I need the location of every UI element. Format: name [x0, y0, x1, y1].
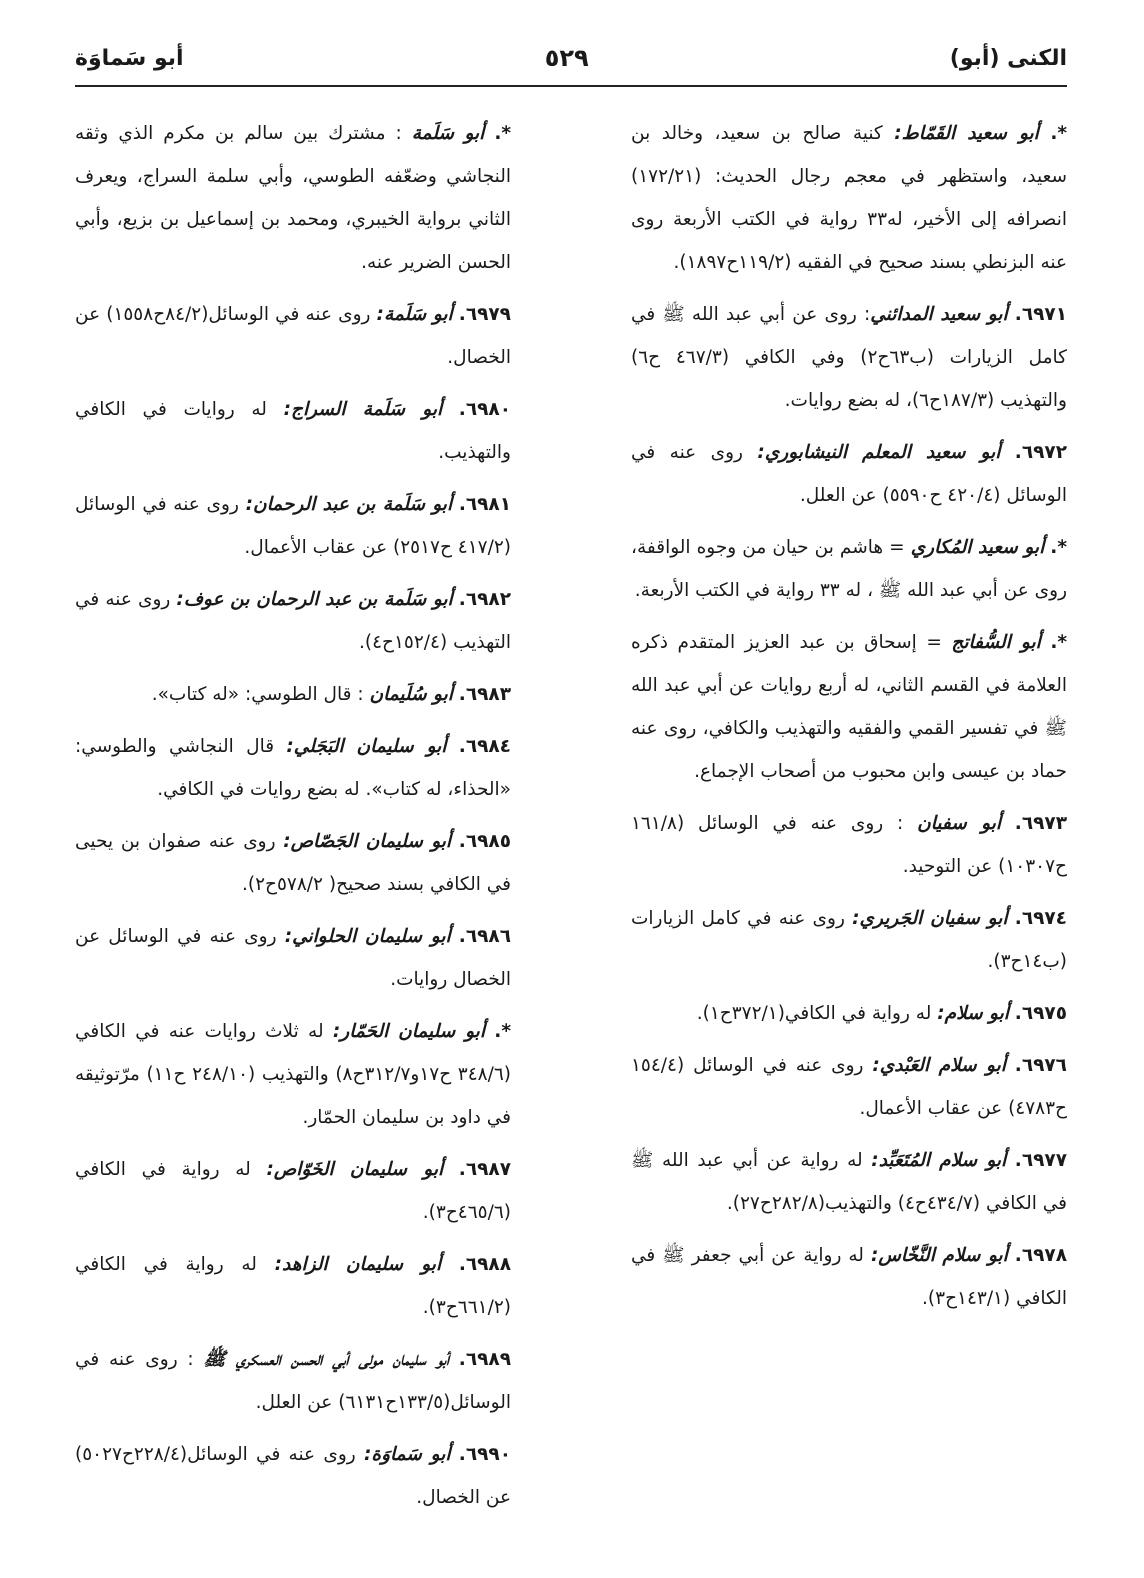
entry-name: أبو سعيد المدائني: [870, 304, 1008, 325]
entry-6979: [75, 293, 511, 379]
entry-body: روى عنه في الوسائل(٨٤/٢ح١٥٥٨) عن الخصال.: [75, 304, 511, 368]
entry-number: ٦٩٨٦.: [458, 926, 511, 947]
entry-body: : قال الطوسي: «له كتاب».: [151, 684, 370, 705]
entry-body: له روايات في الكافي والتهذيب.: [75, 399, 511, 463]
entry-body: قال النجاشي والطوسي: «الحذاء، له كتاب». له بضع روايات في الكافي.: [75, 736, 511, 800]
entry-number: ٦٩٨٥.: [458, 831, 511, 852]
entry-body: روى عنه في التهذيب (١٥٢/٤ح٤).: [75, 589, 511, 653]
running-title-right: الكنى (أبو): [949, 45, 1067, 71]
entry-number: ٦٩٩٠.: [458, 1444, 511, 1465]
entry-body: = هاشم بن حيان من وجوه الواقفة، روى عن أبي عبد الله ﷺ ، له ٣٣ رواية في الكتب الأربعة.: [631, 537, 1067, 601]
entry-number: ٦٩٧٣.: [1014, 813, 1067, 834]
right-column: [631, 112, 1067, 1329]
entry-number: ٦٩٨٩.: [458, 1349, 511, 1370]
entry-number: ٦٩٧٧.: [1014, 1150, 1067, 1171]
entry-name: أبو سَماوَة:: [363, 1444, 451, 1465]
entry-number: ٦٩٧٢.: [1014, 442, 1067, 463]
entry-name: أبو سَلَمة بن عبد الرحمان بن عوف:: [176, 589, 453, 610]
entry-body: روى عنه في الوسائل (١٥٤/٤ ح٤٧٨٣) عن عقاب الأعمال.: [631, 1055, 1067, 1119]
entry-name: أبو سليمان الزاهد:: [274, 1254, 442, 1275]
entry-body: : روى عن أبي عبد الله ﷺ في كامل الزيارات (ب٦٣ح٢) وفي الكافي (٤٦٧/٣ ح٦) والتهذيب (١٨٧/٣ح٦)، له بضع روايات.: [631, 304, 1067, 411]
entry-name: أبو سلام المُتَعَبِّد:: [871, 1150, 1007, 1171]
entry-body: له ثلاث روايات عنه في الكافي (٣٤٨/٦ ح١٧و٣١٢/٧ح٨) والتهذيب (٢٤٨/١٠ ح١١) مرّتوثيقه في داود بن سليمان الحمّار.: [75, 1021, 511, 1128]
entry-6974: [631, 897, 1067, 983]
entry-abu-sulayman-hammar: [75, 1010, 511, 1139]
entry-body: روى عنه في الوسائل (٤١٧/٢ ح٢٥١٧) عن عقاب الأعمال.: [75, 494, 511, 558]
entry-body: : مشترك بين سالم بن مكرم الذي وثقه النجاشي وضعّفه الطوسي، وأبي سلمة السراج، ويعرف الثاني برواية الخيبري، ومحمد بن إسماعيل بن بزيع، وأبي الحسن الضرير عنه.: [75, 123, 511, 273]
entry-body: روى عنه في الوسائل عن الخصال روايات.: [75, 926, 511, 990]
entry-abu-salama: [75, 112, 511, 284]
entry-body: : روى عنه في الوسائل (١٦١/٨ ح١٠٣٠٧) عن التوحيد.: [631, 813, 1067, 877]
entry-abu-sufatij: [631, 621, 1067, 793]
entry-6985: [75, 820, 511, 906]
entry-name: أبو سَلَمة: [411, 123, 485, 144]
entry-number: ٦٩٧٤.: [1014, 908, 1067, 929]
entry-marker: *.: [494, 123, 512, 144]
entry-number: ٦٩٧٩.: [458, 304, 511, 325]
entry-name: أبو سَلَمة:: [376, 304, 453, 325]
entry-name: أبو سَلَمة السراج:: [283, 399, 443, 420]
entry-marker: *.: [1050, 123, 1068, 144]
entry-body: روى عنه في الوسائل (٤٢٠/٤ ح٥٥٩٠) عن العلل.: [631, 442, 1067, 506]
entry-6990: [75, 1433, 511, 1519]
entry-6971: [631, 293, 1067, 422]
entry-number: ٦٩٧١.: [1014, 304, 1067, 325]
entry-name: أبو سعيد القَمّاط:: [894, 123, 1039, 144]
entry-body: : روى عنه في الوسائل(١٣٣/٥ح٦١٣١) عن العلل.: [75, 1349, 511, 1413]
entry-6972: [631, 431, 1067, 517]
entry-name: أبو سَلَمة بن عبد الرحمان:: [245, 494, 453, 515]
entry-name: أبو سليمان الجَصّاص:: [283, 831, 452, 852]
entry-name: أبو سفيان: [917, 813, 1001, 834]
entry-name: أبو سلام العَبْدي:: [872, 1055, 1006, 1076]
entry-body: روى عنه في الوسائل(٢٢٨/٤ح٥٠٢٧) عن الخصال.: [75, 1444, 511, 1508]
entry-number: ٦٩٧٨.: [1014, 1245, 1067, 1266]
entry-6989: [75, 1338, 511, 1424]
entry-body: له رواية عن أبي جعفر ﷺ في الكافي (١٤٣/١ح٣).: [631, 1245, 1067, 1309]
entry-6977: [631, 1139, 1067, 1225]
entry-number: ٦٩٨٠.: [458, 399, 511, 420]
running-title-left: أبو سَماوَة: [75, 45, 184, 71]
entry-name: أبو سفيان الجَريري:: [852, 908, 1008, 929]
entry-6982: [75, 578, 511, 664]
entry-marker: *.: [1050, 537, 1067, 558]
entry-name: أبو سليمان البَجَلي:: [286, 736, 447, 757]
entry-6988: [75, 1243, 511, 1329]
left-column: [75, 112, 511, 1528]
entry-6973: [631, 802, 1067, 888]
entry-name: أبو السُّفاتج: [951, 632, 1041, 653]
entry-body: روى عنه في كامل الزيارات (ب١٤ح٣).: [631, 908, 1067, 972]
header-rule: [75, 85, 1067, 87]
entry-body: له رواية في الكافي (٤٦٥/٦ح٣).: [75, 1159, 511, 1223]
entry-number: ٦٩٨٢.: [458, 589, 511, 610]
entry-marker: *.: [494, 1021, 511, 1042]
entry-abu-said-mukari: [631, 526, 1067, 612]
entry-number: ٦٩٨٤.: [458, 736, 511, 757]
entry-6984: [75, 725, 511, 811]
entry-name: أبو سليمان الخَوّاص:: [266, 1159, 444, 1180]
entry-number: ٦٩٨٧.: [458, 1159, 511, 1180]
entry-body: له رواية في الكافي (٦٦١/٢ح٣).: [75, 1254, 511, 1318]
entry-name: أبو سلام النَّخّاس:: [870, 1245, 1008, 1266]
entry-number: ٦٩٧٥.: [1014, 1003, 1067, 1024]
entry-body: له رواية في الكافي(٣٧٢/١ح١).: [696, 1003, 938, 1024]
page-header: [75, 38, 1067, 78]
entry-6987: [75, 1148, 511, 1234]
entry-name: أبو سليمان مولى أبي الحسن العسكري ﷺ: [203, 1349, 450, 1370]
entry-name: أبو سليمان الحَمّار:: [332, 1021, 485, 1042]
entry-name: أبو سعيد المُكاري: [910, 537, 1045, 558]
entry-number: ٦٩٨٨.: [458, 1254, 512, 1275]
entry-number: ٦٩٨١.: [458, 494, 512, 515]
entry-abu-said-qammat: [631, 112, 1067, 284]
entry-number: ٦٩٧٦.: [1014, 1055, 1067, 1076]
entry-6981: [75, 483, 511, 569]
entry-6978: [631, 1234, 1067, 1320]
entry-marker: *.: [1050, 632, 1068, 653]
entry-body: كنية صالح بن سعيد، وخالد بن سعيد، واستظهر في معجم رجال الحديث: (١٧٢/٢١) انصرافه إلى الأخير، له٣٣ رواية في الكتب الأربعة روى عنه البزنطي بسند صحيح في الفقيه (١١٩/٢ح١٨٩٧).: [631, 123, 1067, 273]
entry-6986: [75, 915, 511, 1001]
entry-6983: [75, 673, 511, 716]
entry-name: أبو سعيد المعلم النيشابوري:: [757, 442, 1001, 463]
page-number: ٥٢٩: [544, 44, 589, 72]
entry-name: أبو سلام:: [937, 1003, 1009, 1024]
entry-6975: [631, 992, 1067, 1035]
entry-body: = إسحاق بن عبد العزيز المتقدم ذكره العلامة في القسم الثاني، له أربع روايات عن أبي عبد الله ﷺ في تفسير القمي والفقيه والتهذيب والكافي، روى عنه حماد بن عيسى وابن محبوب من أصحاب الإجماع.: [631, 632, 1067, 782]
entry-body: روى عنه صفوان بن يحيى في الكافي بسند صحيح( ٥٧٨/٢ح٢).: [75, 831, 511, 895]
entry-body: له رواية عن أبي عبد الله ﷺ في الكافي (٤٣٤/٧ح٤) والتهذيب(٢٨٢/٨ح٢٧).: [631, 1150, 1067, 1214]
entry-6980: [75, 388, 511, 474]
entry-name: أبو سُلَيمان: [369, 684, 453, 705]
entry-name: أبو سليمان الحلواني:: [284, 926, 451, 947]
entry-number: ٦٩٨٣.: [458, 684, 511, 705]
entry-6976: [631, 1044, 1067, 1130]
